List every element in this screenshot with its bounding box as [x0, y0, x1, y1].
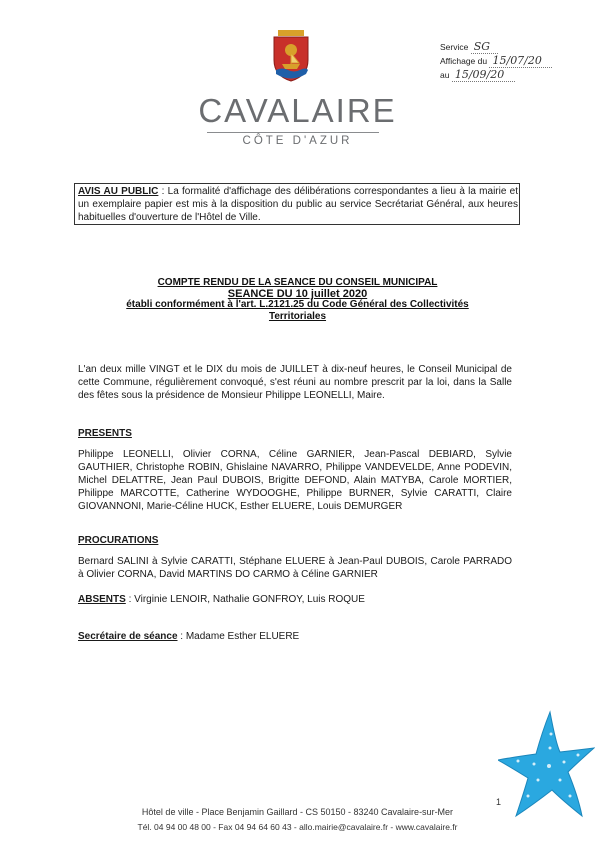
- posting-stamp: [440, 40, 552, 82]
- secretary-line: [78, 631, 512, 642]
- presents-heading: PRESENTS: [78, 428, 132, 439]
- intro-paragraph: L'an deux mille VINGT et le DIX du mois de JUILLET à dix-neuf heures, le Conseil Municipal de cette Commune, régulièrement convoqué, s'est réuni au nombre prescrit par la loi, dans la Salle des fêtes sous la présidence de Monsieur Philippe LEONELLI, Maire.: [78, 364, 512, 401]
- secretary-value: : Madame Esther ELUERE: [177, 631, 300, 642]
- service-value: SG: [471, 40, 498, 54]
- procurations-heading: PROCURATIONS: [78, 535, 159, 546]
- legal-reference-cont: Territoriales: [268, 311, 327, 322]
- absents-line: [78, 594, 512, 605]
- brand-name: CAVALAIRE: [198, 92, 397, 129]
- au-value: 15/09/20: [452, 68, 515, 82]
- footer-address: Hôtel de ville - Place Benjamin Gaillard - CS 50150 - 83240 Cavalaire-sur-Mer: [141, 807, 454, 817]
- starfish-icon: [498, 708, 595, 820]
- legal-reference: établi conformément à l'art. L.2121.25 du Code Général des Collectivités: [126, 299, 469, 310]
- brand-subtitle: CÔTE D'AZUR: [242, 135, 353, 147]
- absents-heading: ABSENTS: [78, 594, 126, 605]
- service-label: Service: [440, 42, 469, 52]
- secretary-heading: Secrétaire de séance: [78, 631, 178, 642]
- footer-contacts: Tél. 04 94 00 48 00 - Fax 04 94 64 60 43 - allo.mairie@cavalaire.fr - www.cavalaire.fr: [137, 822, 458, 832]
- procurations-list: Bernard SALINI à Sylvie CARATTI, Stéphane ELUERE à Jean-Paul DUBOIS, Carole PARRADO à Olivier CORNA, David MARTINS DO CARMO à Céline GARNIER: [78, 556, 512, 580]
- public-notice-text: [78, 185, 518, 224]
- report-title: COMPTE RENDU DE LA SEANCE DU CONSEIL MUNICIPAL: [157, 277, 438, 288]
- public-notice-body: : La formalité d'affichage des délibérations correspondantes a lieu à la mairie et un exemplaire papier est mis à la disposition du public au service Secrétariat Général, aux heures habituelles d'ouverture de l'Hôtel de Ville.: [78, 186, 518, 223]
- presents-list: Philippe LEONELLI, Olivier CORNA, Céline GARNIER, Jean-Pascal DEBIARD, Sylvie GAUTHIER, Christophe ROBIN, Ghislaine NAVARRO, Philippe VANDEVELDE, Anne PODEVIN, Michel DELATTRE, Jean Paul DUBOIS, Brigitte DEFOND, Alain MATYBA, Carole MORTIER, Philippe MARCOTTE, Catherine WYDOOGHE, Philippe BURNER, Sylvie CARATTI, Claire GIOVANNONI, Marie-Céline HUCK, Esther ELUERE, Louis DEMURGER: [78, 449, 512, 512]
- crest-logo: [270, 30, 312, 82]
- page-number: 1: [496, 797, 502, 807]
- brand-divider: [207, 132, 379, 133]
- au-label: au: [440, 70, 450, 80]
- absents-list: : Virginie LENOIR, Nathalie GONFROY, Luis ROQUE: [125, 594, 365, 605]
- session-date: SEANCE DU 10 juillet 2020: [227, 288, 368, 300]
- affichage-label: Affichage du: [440, 56, 488, 66]
- public-notice-lead: AVIS AU PUBLIC: [78, 186, 159, 197]
- affichage-value: 15/07/20: [489, 54, 552, 68]
